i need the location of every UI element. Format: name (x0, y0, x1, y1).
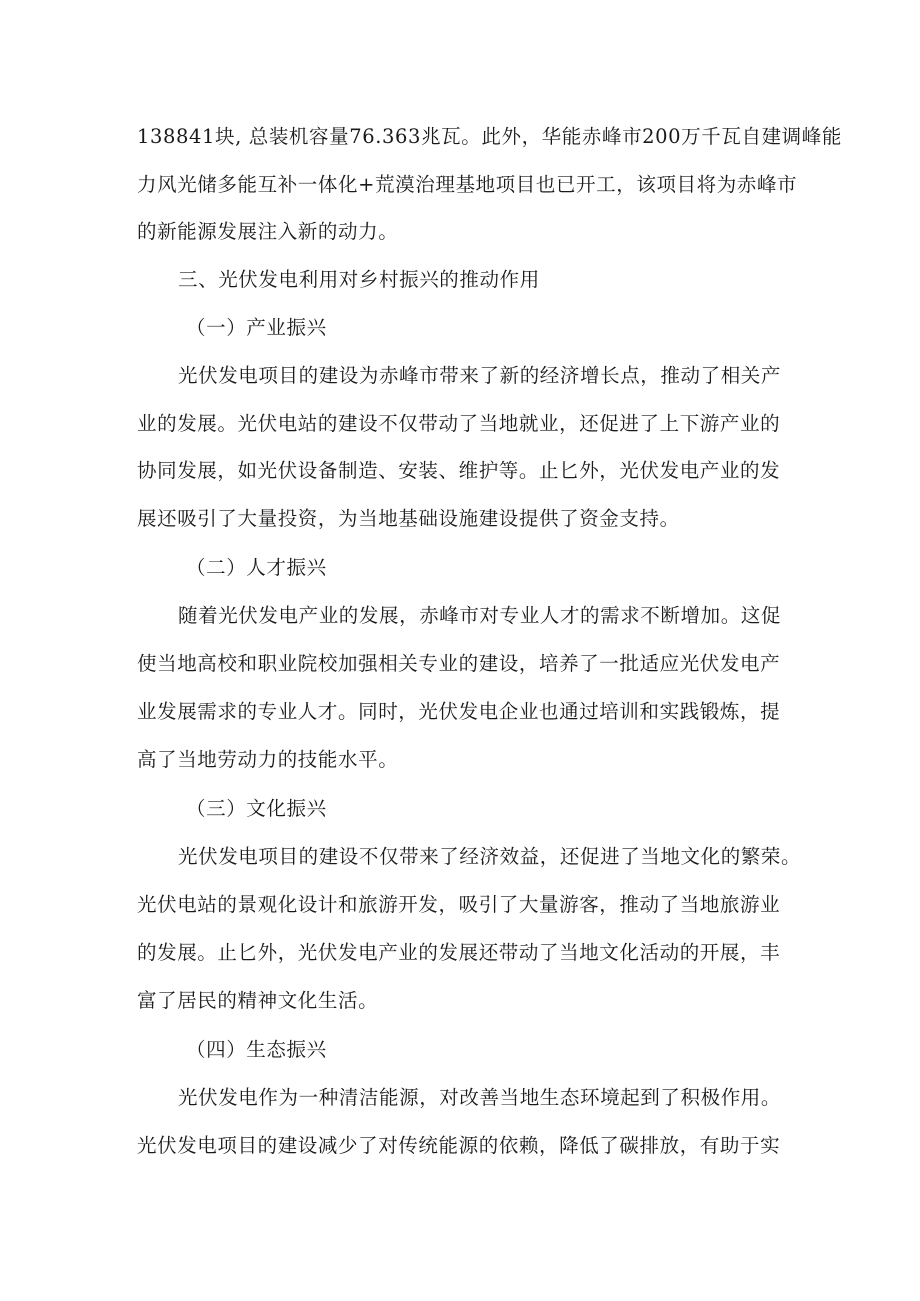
paragraph-line: 业的发展。光伏电站的建设不仅带动了当地就业，还促进了上下游产业的 (137, 412, 781, 435)
paragraph-line: 协同发展，如光伏设备制造、安装、维护等。止匕外，光伏发电产业的发 (137, 459, 781, 482)
paragraph-line: 的发展。止匕外，光伏发电产业的发展还带动了当地文化活动的开展，丰 (137, 941, 781, 964)
subsection-heading-culture: （三）文化振兴 (186, 797, 327, 820)
section-heading: 三、光伏发电利用对乡村振兴的推动作用 (178, 268, 540, 291)
paragraph-line: 展还吸引了大量投资，为当地基础设施建设提供了资金支持。 (137, 507, 680, 530)
subsection-heading-talent: （二）人才振兴 (186, 556, 327, 579)
subsection-heading-industry: （一）产业振兴 (186, 316, 327, 339)
paragraph-line: 富了居民的精神文化生活。 (137, 989, 379, 1012)
paragraph-line: 光伏发电项目的建设减少了对传统能源的依赖，降低了碳排放，有助于实 (137, 1134, 781, 1157)
paragraph-line: 随着光伏发电产业的发展，赤峰市对专业人才的需求不断增加。这促 (178, 604, 782, 627)
paragraph-line: 光伏发电项目的建设为赤峰市带来了新的经济增长点，推动了相关产 (178, 364, 782, 387)
paragraph-line: 光伏电站的景观化设计和旅游开发，吸引了大量游客，推动了当地旅游业 (137, 893, 781, 916)
paragraph-line: 光伏发电作为一种清洁能源，对改善当地生态环境起到了积极作用。 (178, 1086, 782, 1109)
paragraph-line: 高了当地劳动力的技能水平。 (137, 748, 399, 771)
paragraph-line: 光伏发电项目的建设不仅带来了经济效益，还促进了当地文化的繁荣。 (178, 845, 802, 868)
intro-line-1: 138841块, 总装机容量76.363兆瓦。此外，华能赤峰市200万千瓦自建调峰能 (137, 125, 842, 148)
paragraph-line: 业发展需求的专业人才。同时，光伏发电企业也通过培训和实践锻炼，提 (137, 700, 781, 723)
intro-line-2: 力风光储多能互补一体化+荒漠治理基地项目也已开工，该项目将为赤峰市 (137, 173, 798, 196)
paragraph-line: 使当地高校和职业院校加强相关专业的建设，培养了一批适应光伏发电产 (137, 652, 781, 675)
subsection-heading-ecology: （四）生态振兴 (186, 1038, 327, 1061)
intro-line-3: 的新能源发展注入新的动力。 (137, 220, 399, 243)
